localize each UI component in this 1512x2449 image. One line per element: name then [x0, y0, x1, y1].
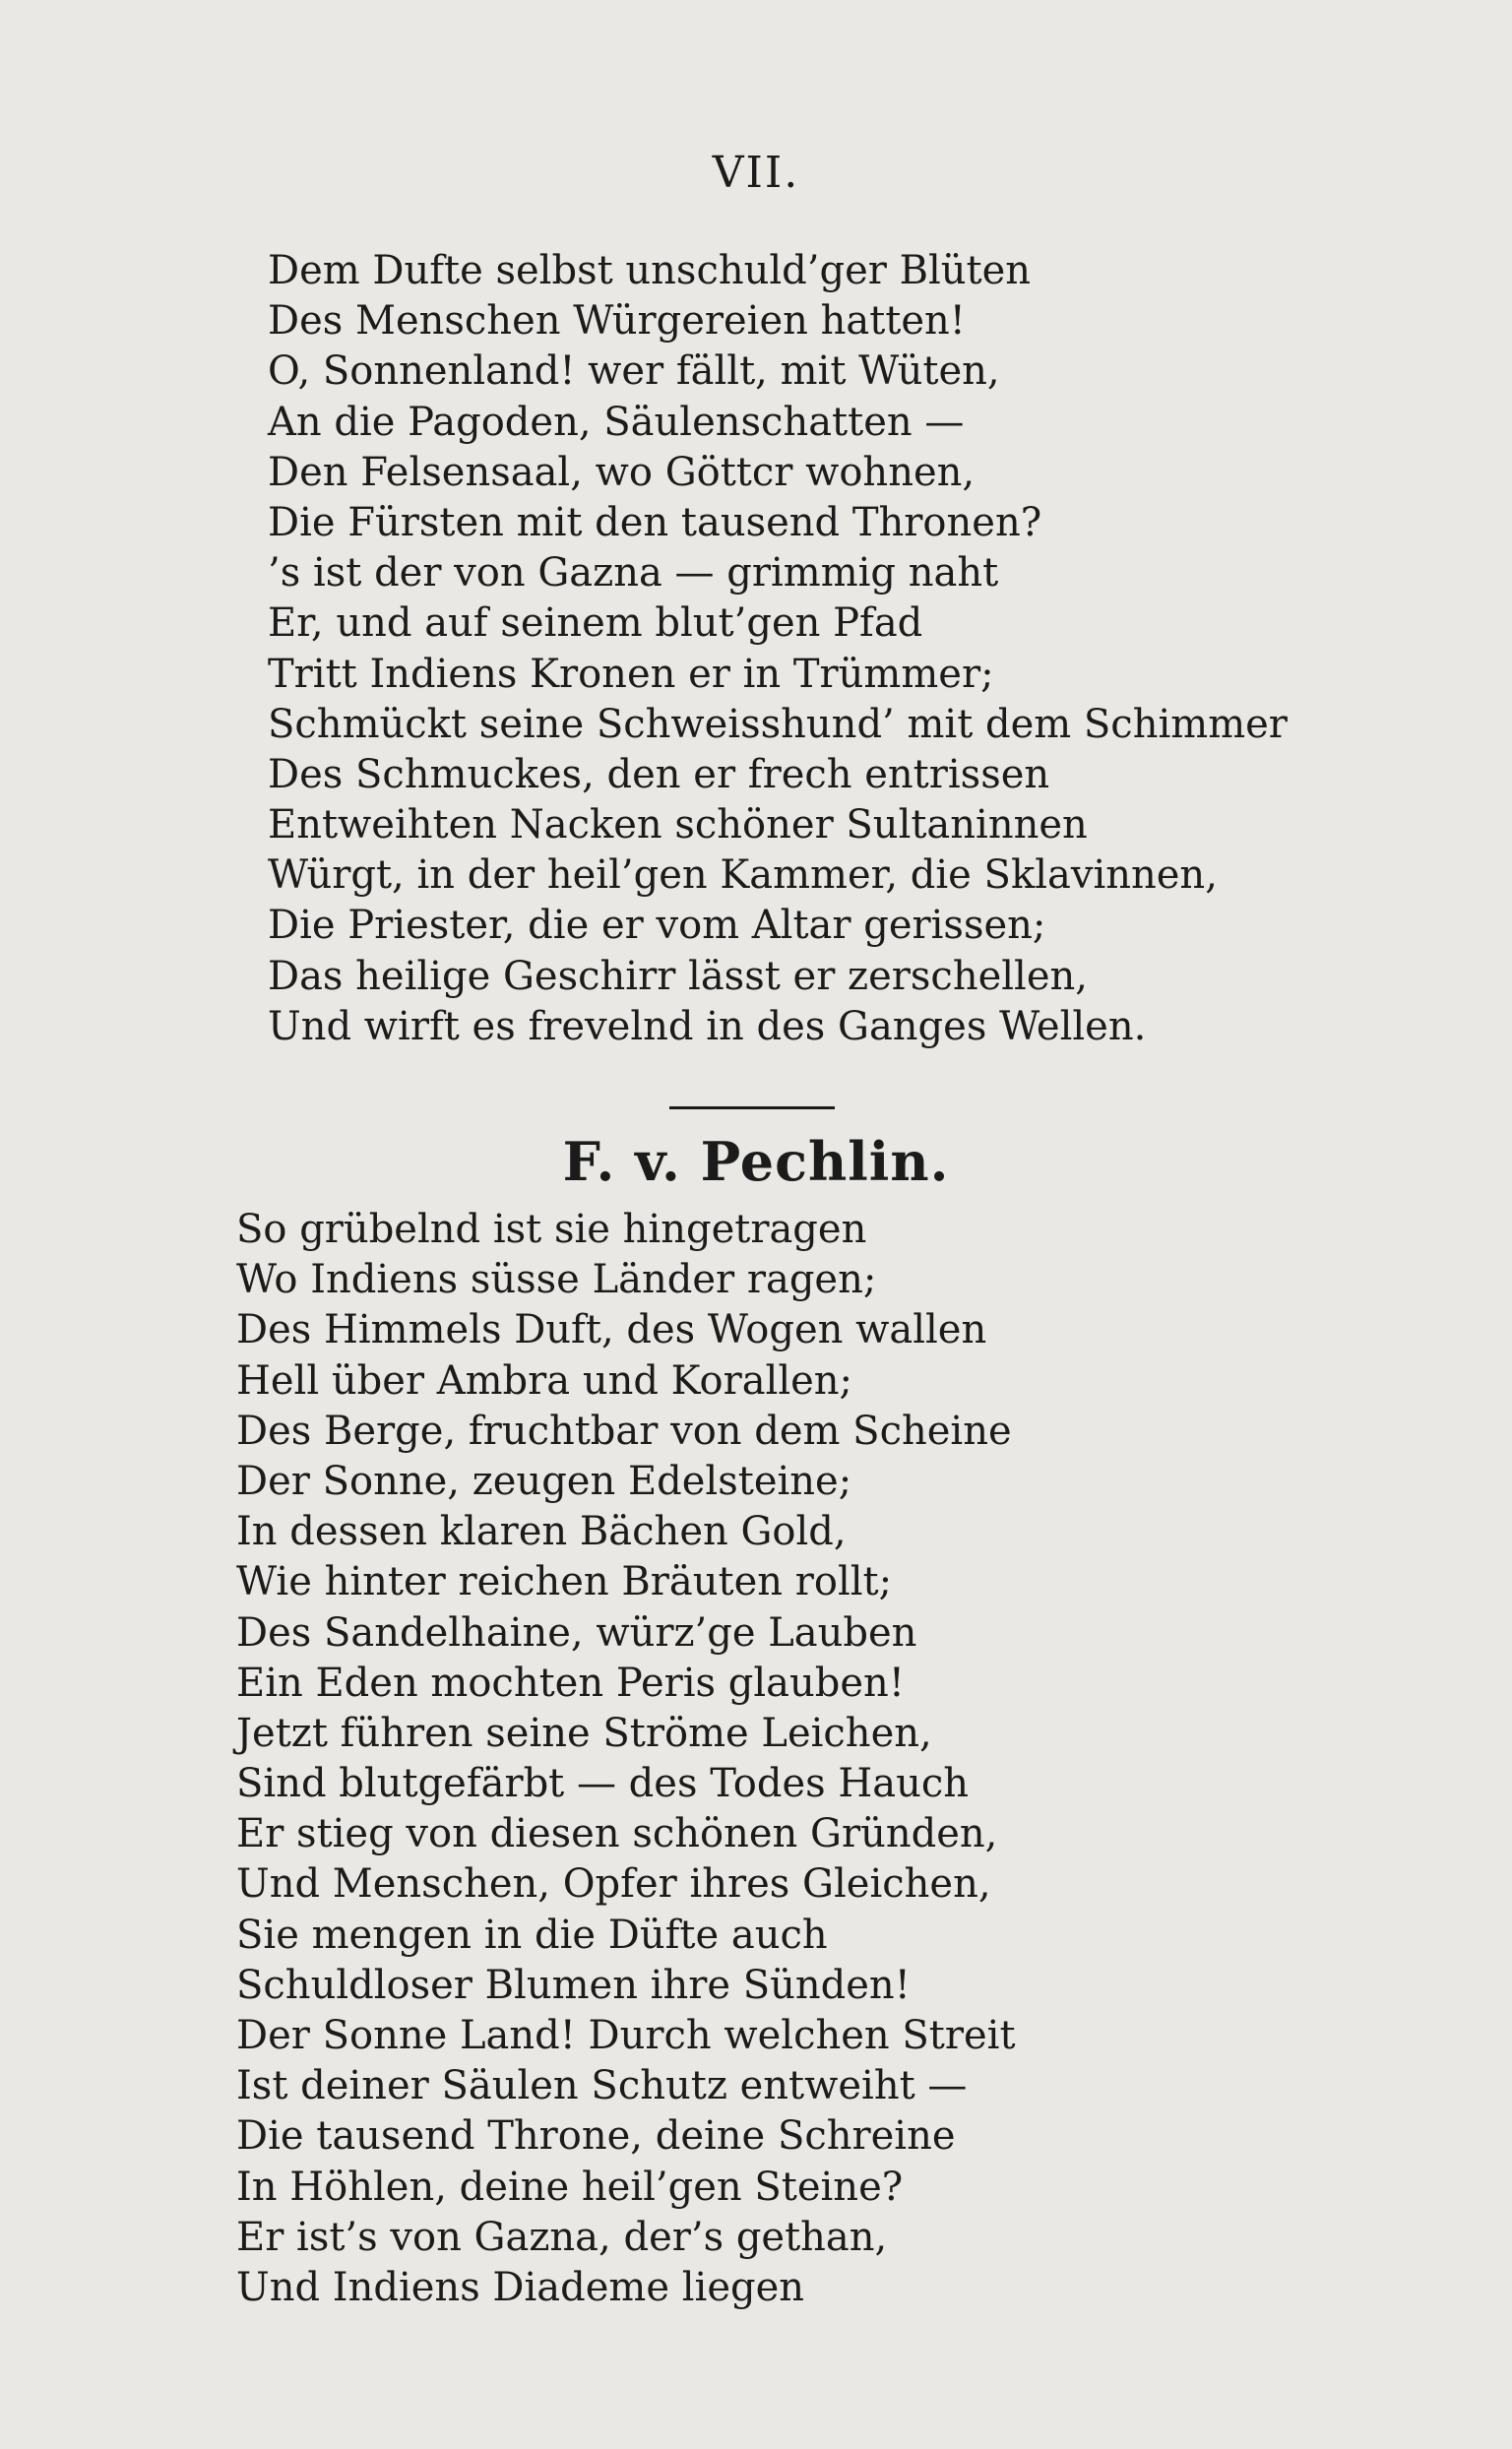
poem-line: Und Menschen, Opfer ihres Gleichen, [236, 1861, 991, 1908]
poem-line: Des Berge, fruchtbar von dem Scheine [236, 1408, 1012, 1454]
section-divider [669, 1106, 835, 1109]
poem-line: An die Pagoden, Säulenschatten — [268, 399, 965, 445]
poem-line: Ist deiner Säulen Schutz entweiht — [236, 2063, 968, 2109]
poem-line: O, Sonnenland! wer fällt, mit Wüten, [268, 348, 1000, 395]
poem-line: Schmückt seine Schweisshund’ mit dem Schimmer [268, 701, 1288, 747]
poem-line: Jetzt führen seine Ströme Leichen, [236, 1710, 932, 1756]
poem-line: Des Menschen Würgereien hatten! [268, 298, 966, 345]
poem-line: Sie mengen in die Düfte auch [236, 1912, 828, 1958]
poem-line: Dem Dufte selbst unschuld’ger Blüten [268, 248, 1032, 293]
author-heading: F. v. Pechlin. [562, 1130, 950, 1193]
poem-line: Den Felsensaal, wo Göttcr wohnen, [268, 449, 976, 495]
poem-line: Schuldloser Blumen ihre Sünden! [236, 1962, 911, 2008]
poem-line: So grübelnd ist sie hingetragen [236, 1207, 867, 1252]
poem-line: Das heilige Geschirr lässt er zerschellen, [268, 953, 1088, 999]
poem-line: Ein Eden mochten Peris glauben! [236, 1660, 905, 1706]
poem-line: Er, und auf seinem blut’gen Pfad [268, 600, 923, 647]
poem-line: Die Fürsten mit den tausend Thronen? [268, 499, 1042, 545]
poem-line: Und wirft es frevelnd in des Ganges Wellen. [268, 1003, 1147, 1049]
poem-line: Sind blutgefärbt — des Todes Hauch [236, 1761, 970, 1807]
poem-line: Der Sonne, zeugen Edelsteine; [236, 1458, 852, 1504]
poem-line: Die tausend Throne, deine Schreine [236, 2113, 956, 2160]
poem-line: Tritt Indiens Kronen er in Trümmer; [268, 651, 994, 697]
poem-line: Der Sonne Land! Durch welchen Streit [236, 2013, 1016, 2058]
poem-line: ’s ist der von Gazna — grimmig naht [268, 550, 999, 597]
poem-line: Die Priester, die er vom Altar gerissen; [268, 903, 1046, 949]
poem-line: Des Schmuckes, den er frech entrissen [268, 751, 1050, 797]
poem-stanza-1 [268, 246, 1288, 1052]
poem-line: In Höhlen, deine heil’gen Steine? [236, 2164, 904, 2210]
poem-line: Entweihten Nacken schöner Sultaninnen [268, 802, 1088, 848]
poem-line: Des Himmels Duft, des Wogen wallen [236, 1307, 987, 1353]
poem-line: Er stieg von diesen schönen Gründen, [236, 1811, 998, 1857]
poem-line: Wo Indiens süsse Länder ragen; [236, 1257, 877, 1303]
poem-line: In dessen klaren Bächen Gold, [236, 1509, 847, 1555]
poem-line: Wie hinter reichen Bräuten rollt; [236, 1559, 893, 1605]
poem-line: Und Indiens Diademe liegen [236, 2264, 805, 2310]
poem-line: Würgt, in der heil’gen Kammer, die Sklavinnen, [268, 852, 1218, 899]
page-number: VII. [712, 148, 800, 198]
poem-line: Des Sandelhaine, würz’ge Lauben [236, 1609, 917, 1656]
poem-line: Er ist’s von Gazna, der’s gethan, [236, 2214, 888, 2260]
poem-line: Hell über Ambra und Korallen; [236, 1357, 853, 1404]
poem-stanza-2 [236, 1205, 1016, 2313]
